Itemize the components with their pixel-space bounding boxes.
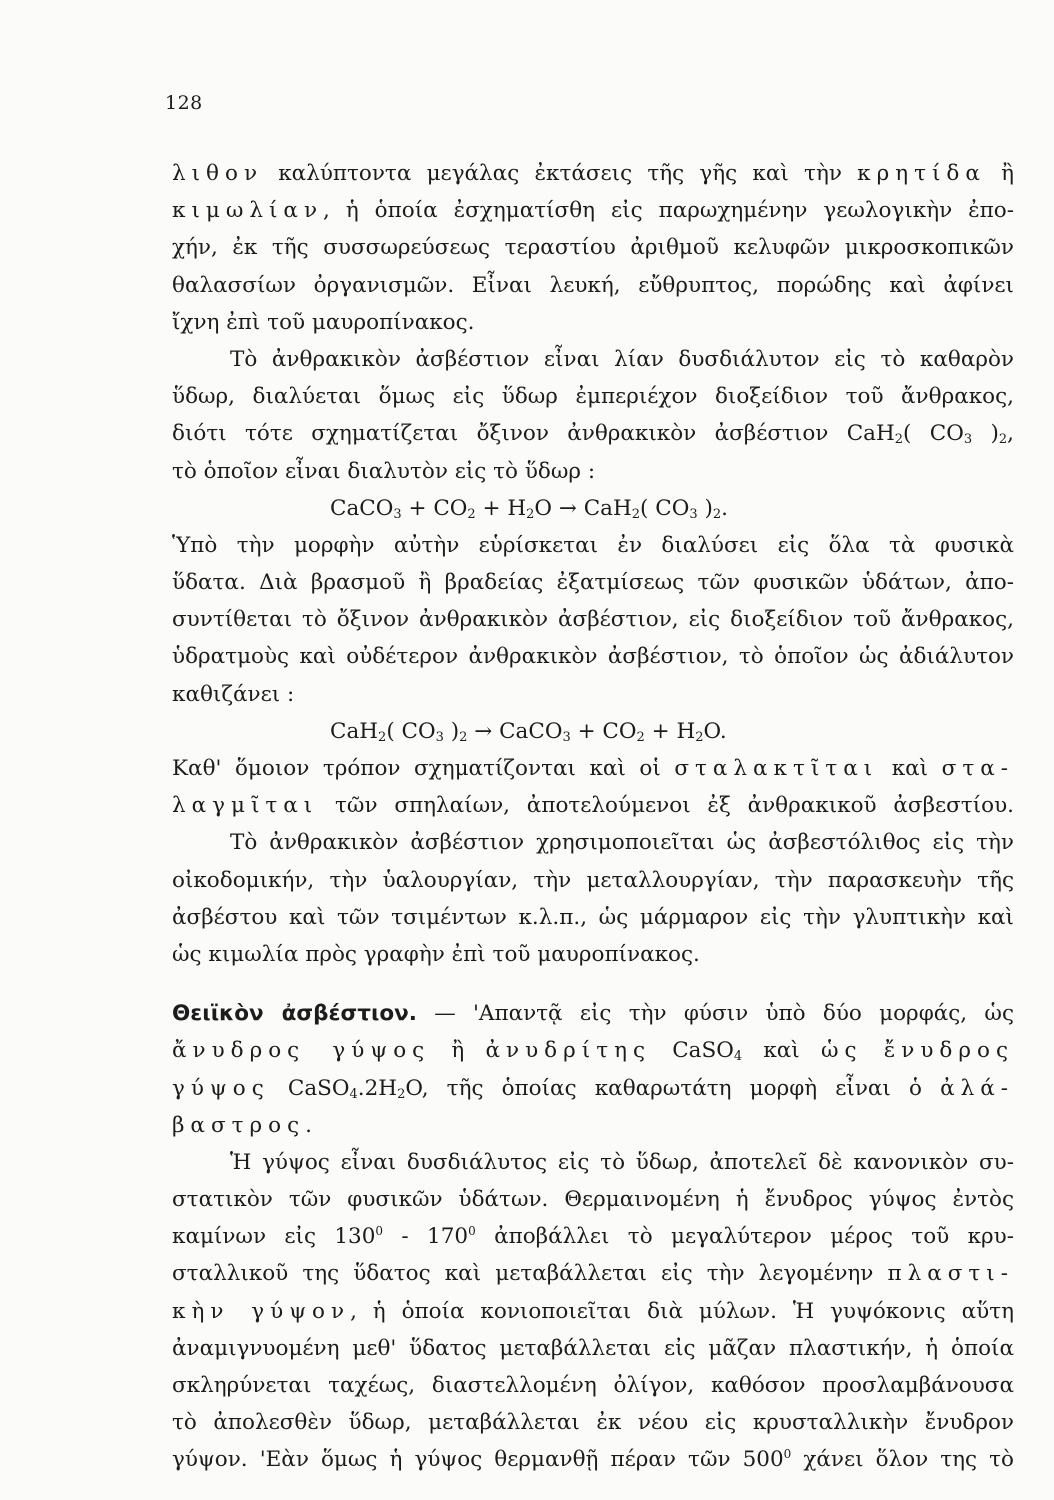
text-line: τὸ ὁποῖον εἶναι διαλυτὸν εἰς τὸ ὕδωρ : <box>172 458 596 484</box>
spaced-term: κὴν γύψον <box>172 1298 351 1324</box>
spaced-term: κιμωλίαν <box>172 198 324 224</box>
text-line: θαλασσίων ὀργανισμῶν. Εἶναι λευκή, εὔθρυπτος, πορώδης καὶ ἀφίνει <box>172 272 1014 298</box>
text-line: Ἡ γύψος εἶναι δυσδιάλυτος εἰς τὸ ὕδωρ, ἀποτελεῖ δὲ κανονικὸν συ- <box>230 1149 1014 1175</box>
text-line: ἴχνη ἐπὶ τοῦ μαυροπίνακος. <box>172 309 475 335</box>
spaced-term: ἄνυδρος γύψος <box>172 1038 431 1064</box>
text-line: Τὸ ἀνθρακικὸν ἀσβέστιον χρησιμοποιεῖται ὡς ἀσβεστόλιθος εἰς τὴν <box>230 830 1014 856</box>
text-line: τὸ ἀπολεσθὲν ὕδωρ, μεταβάλλεται ἐκ νέου εἰς κρυσταλλικὴν ἔνυδρον <box>172 1410 1014 1436</box>
text-line: ὡς κιμωλία πρὸς γραφὴν ἐπὶ τοῦ μαυροπίνακος. <box>172 941 700 967</box>
spaced-term: ἔνυδρος <box>883 1038 1014 1064</box>
spaced-term: σταλακτῖται <box>674 756 879 781</box>
spaced-term: στα- <box>941 756 1014 781</box>
text-line: ἄνυδρος γύψος ἢ ἀνυδρίτης CaSO$_4$ καὶ ὡς ἔνυδρος <box>172 1038 1014 1065</box>
spaced-term: ἀνυδρίτης <box>485 1038 652 1064</box>
text-line: οἰκοδομικήν, τὴν ὑαλουργίαν, τὴν μεταλλουργίαν, τὴν παρασκευὴν τῆς <box>172 867 1014 893</box>
text-line: χήν, ἐκ τῆς συσσωρεύσεως τεραστίου ἀριθμοῦ κελυφῶν μικροσκοπικῶν <box>172 235 1014 261</box>
text-line: καθιζάνει : <box>172 681 295 707</box>
spaced-term: γύψος <box>172 1075 270 1101</box>
chemical-equation: CaH$_2$( $CO_3$ )$_2$ → CaCO$_3$ + $CO_2 + H_2O$. <box>330 718 727 745</box>
spaced-term: βαστρος. <box>172 1112 318 1138</box>
text-line: στατικὸν τῶν φυσικῶν ὑδάτων. Θερμαινομένη ἡ ἔνυδρος γύψος ἐντὸς <box>172 1187 1014 1213</box>
text-line: λιθον καλύπτοντα μεγάλας ἐκτάσεις τῆς γῆς καὶ τὴν κρητίδα ἢ <box>172 161 1014 186</box>
text-line: ὑδρατμοὺς καὶ οὐδέτερον ἀνθρακικὸν ἀσβέστιον, τὸ ὁποῖον ὡς ἀδιάλυτον <box>172 644 1014 670</box>
spaced-term: λιθον <box>172 161 264 186</box>
text-line: κιμωλίαν, ἡ ὁποία ἐσχηματίσθη εἰς παρωχημένην γεωλογικὴν ἐπο- <box>172 198 1014 224</box>
chemical-equation: CaCO$_3$ + $CO_2 + H_2O \to CaH_2$( $CO_3$ )$_2$. <box>330 495 728 522</box>
text-line <box>172 1107 1014 1144</box>
body-text <box>172 155 1014 1479</box>
text-line: ἀσβέστου καὶ τῶν τσιμέντων κ.λ.π., ὡς μάρμαρον εἰς τὴν γλυπτικὴν καὶ <box>172 904 1014 930</box>
text-line: διότι τότε σχηματίζεται ὄξινον ἀνθρακικὸν ἀσβέστιον CaH$_2$( $CO_3$ )$_2$, <box>172 421 1014 448</box>
text-line: Ὑπὸ τὴν μορφὴν αὐτὴν εὑρίσκεται ἐν διαλύσει εἰς ὅλα τὰ φυσικὰ <box>172 532 1014 558</box>
text-line: καμίνων εἰς $130^0 - 170^0$ ἀποβάλλει τὸ μεγαλύτερον μέρος τοῦ κρυ- <box>172 1224 1014 1250</box>
page-number: 128 <box>165 92 203 114</box>
text-line: γύψος $CaSO_4.2H_2O$, τῆς ὁποίας καθαρωτάτη μορφὴ εἶναι ὁ ἀλά- <box>172 1075 1014 1102</box>
text-line: σταλλικοῦ της ὕδατος καὶ μεταβάλλεται εἰς τὴν λεγομένην πλαστι- <box>172 1261 1014 1287</box>
spaced-term: λαγμῖται <box>172 793 319 819</box>
text-line: Θειϊκὸν ἀσβέστιον. — 'Απαντᾷ εἰς τὴν φύσιν ὑπὸ δύο μορφάς, ὡς <box>172 1001 1015 1027</box>
text-line: Καθ' ὅμοιον τρόπον σχηματίζονται καὶ οἱ σταλακτῖται καὶ στα- <box>172 756 1014 781</box>
text-line: ὕδωρ, διαλύεται ὅμως εἰς ὕδωρ ἐμπεριέχον διοξείδιον τοῦ ἄνθρακος, <box>172 384 1014 410</box>
text-line: σκληρύνεται ταχέως, διαστελλομένη ὀλίγον, καθόσον προσλαμβάνουσα <box>172 1373 1014 1398</box>
section-heading: Θειϊκὸν ἀσβέστιον. <box>172 1001 417 1027</box>
text-line: συντίθεται τὸ ὄξινον ἀνθρακικὸν ἀσβέστιον, εἰς διοξείδιον τοῦ ἄνθρακος, <box>172 607 1014 633</box>
text-line: κὴν γύψον, ἡ ὁποία κονιοποιεῖται διὰ μύλων. Ἡ γυψόκονις αὕτη <box>172 1298 1014 1324</box>
text-line: γύψον. 'Εὰν ὅμως ἡ γύψος θερμανθῇ πέραν τῶν $500^0$ χάνει ὅλον της τὸ <box>172 1447 1014 1473</box>
spaced-term: κρητίδα <box>857 161 986 186</box>
text-line: Τὸ ἀνθρακικὸν ἀσβέστιον εἶναι λίαν δυσδιάλυτον εἰς τὸ καθαρὸν <box>230 346 1014 372</box>
spaced-term: ὡς <box>820 1038 863 1064</box>
text-line: ἀναμιγνυομένη μεθ' ὕδατος μεταβάλλεται εἰς μᾶζαν πλαστικήν, ἡ ὁποία <box>172 1335 1014 1361</box>
text-line: ὕδατα. Διὰ βρασμοῦ ἢ βραδείας ἐξατμίσεως τῶν φυσικῶν ὑδάτων, ἀπο- <box>172 570 1014 596</box>
text-line: λαγμῖται τῶν σπηλαίων, ἀποτελούμενοι ἐξ ἀνθρακικοῦ ἀσβεστίου. <box>172 793 1014 819</box>
spaced-term: πλαστι- <box>887 1261 1014 1287</box>
spaced-term: ἀλά- <box>940 1075 1014 1101</box>
